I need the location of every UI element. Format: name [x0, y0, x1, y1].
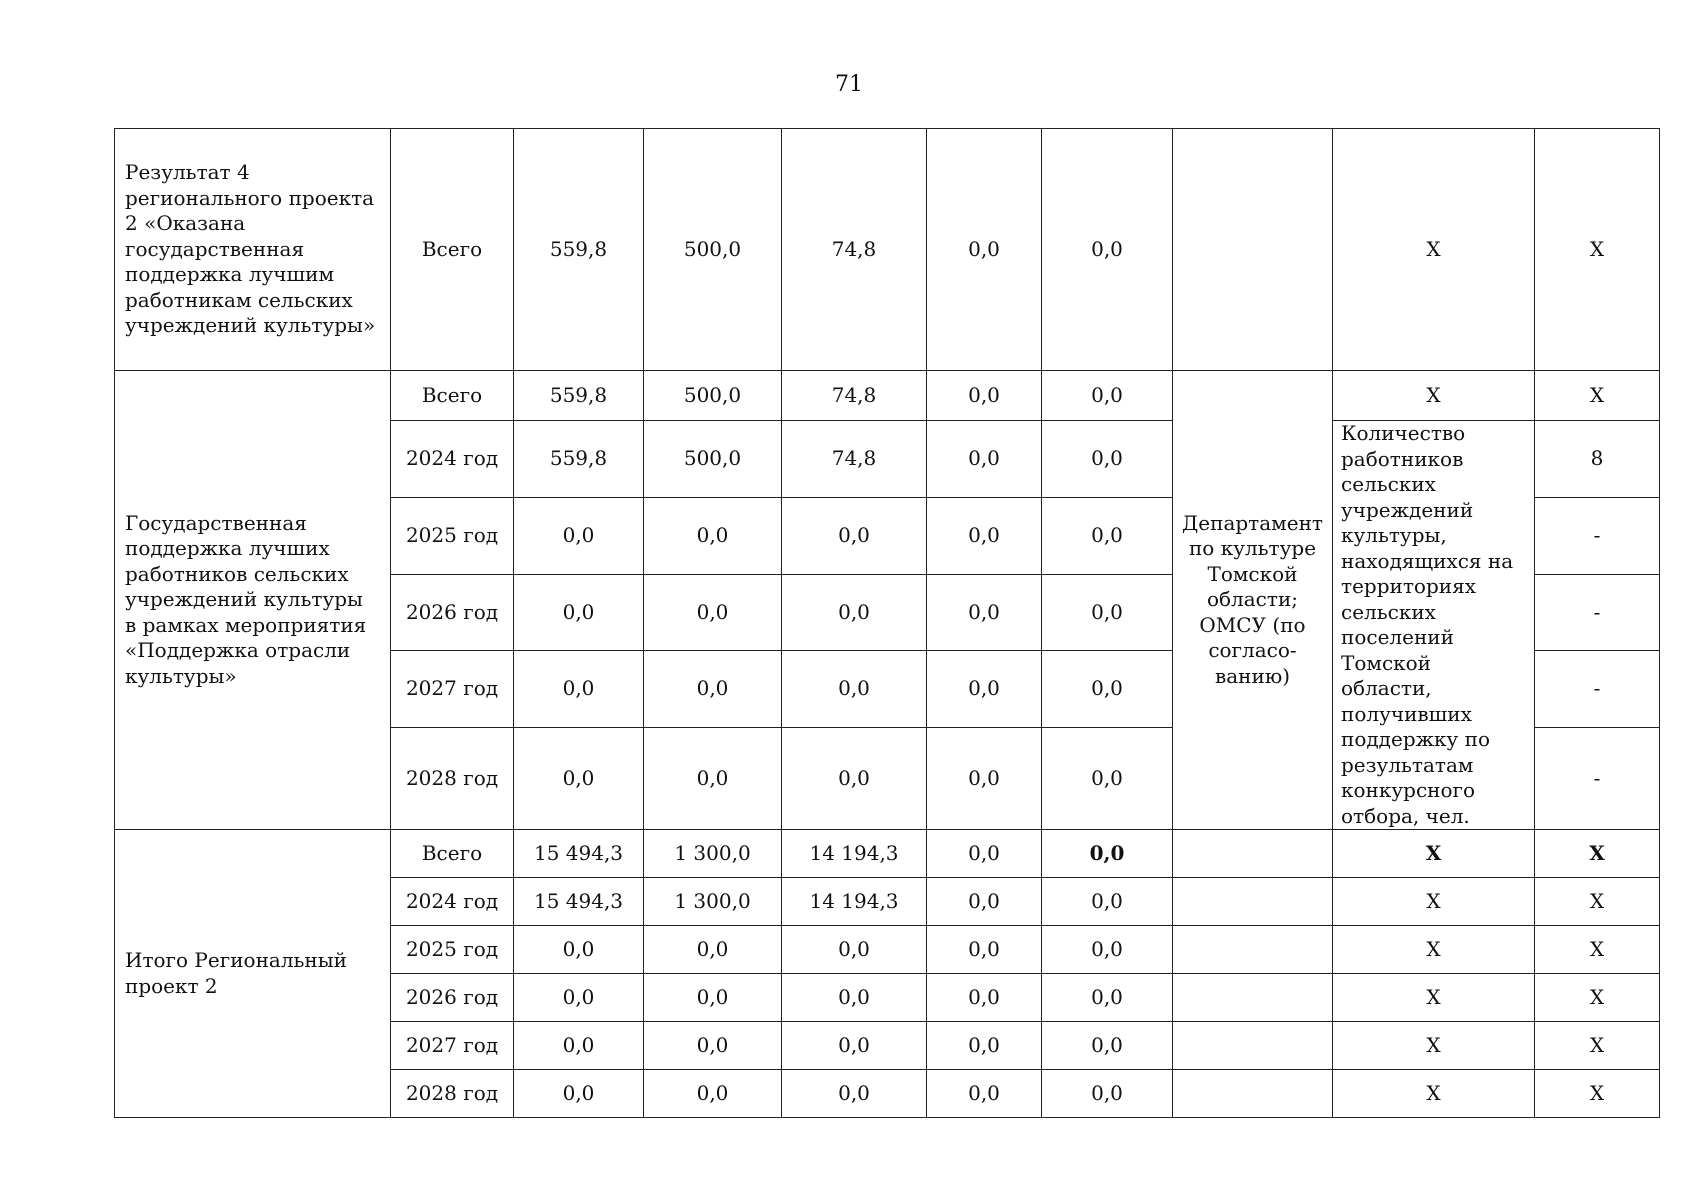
value-cell: 500,0 [644, 129, 782, 371]
value-cell: 0,0 [927, 926, 1042, 974]
value-cell: 0,0 [514, 497, 644, 574]
value-cell: 0,0 [927, 129, 1042, 371]
period-cell: 2024 год [391, 878, 514, 926]
value-cell: 0,0 [644, 497, 782, 574]
value-cell: 0,0 [782, 1022, 927, 1070]
executor-cell [1173, 129, 1333, 371]
value-cell: 0,0 [514, 926, 644, 974]
value-cell: 0,0 [514, 574, 644, 651]
value-cell: 0,0 [782, 1070, 927, 1118]
indicator-cell: X [1333, 1070, 1535, 1118]
target-cell: - [1535, 651, 1660, 728]
period-cell: Всего [391, 371, 514, 421]
value-cell: 0,0 [644, 974, 782, 1022]
value-cell: 74,8 [782, 371, 927, 421]
value-cell: 0,0 [514, 651, 644, 728]
value-cell: 0,0 [927, 371, 1042, 421]
value-cell: 0,0 [782, 728, 927, 830]
value-cell: 0,0 [1042, 574, 1173, 651]
value-cell: 0,0 [927, 728, 1042, 830]
executor-cell [1173, 1022, 1333, 1070]
value-cell: 0,0 [514, 728, 644, 830]
executor-cell [1173, 926, 1333, 974]
period-cell: 2026 год [391, 574, 514, 651]
executor-cell: Департамент по культуре Томской области; ОМСУ (по согласо-ванию) [1173, 371, 1333, 830]
target-cell: - [1535, 728, 1660, 830]
value-cell: 0,0 [927, 830, 1042, 878]
target-cell: X [1535, 830, 1660, 878]
value-cell: 559,8 [514, 421, 644, 498]
period-cell: 2026 год [391, 974, 514, 1022]
value-cell: 0,0 [1042, 651, 1173, 728]
target-cell: X [1535, 926, 1660, 974]
value-cell: 0,0 [1042, 728, 1173, 830]
target-cell: X [1535, 129, 1660, 371]
indicator-cell: X [1333, 926, 1535, 974]
executor-cell [1173, 974, 1333, 1022]
period-cell: Всего [391, 129, 514, 371]
value-cell: 559,8 [514, 129, 644, 371]
value-cell: 0,0 [644, 926, 782, 974]
value-cell: 0,0 [644, 728, 782, 830]
period-cell: 2028 год [391, 728, 514, 830]
target-cell: X [1535, 974, 1660, 1022]
value-cell: 500,0 [644, 421, 782, 498]
value-cell: 74,8 [782, 129, 927, 371]
row-name: Итого Региональный проект 2 [115, 830, 391, 1118]
value-cell: 500,0 [644, 371, 782, 421]
value-cell: 15 494,3 [514, 878, 644, 926]
target-cell: - [1535, 574, 1660, 651]
value-cell: 0,0 [644, 1022, 782, 1070]
value-cell: 0,0 [1042, 129, 1173, 371]
value-cell: 0,0 [514, 1070, 644, 1118]
value-cell: 0,0 [927, 1022, 1042, 1070]
table-row [115, 830, 1660, 878]
period-cell: 2028 год [391, 1070, 514, 1118]
indicator-cell: X [1333, 878, 1535, 926]
value-cell: 0,0 [927, 421, 1042, 498]
value-cell: 0,0 [644, 651, 782, 728]
value-cell: 0,0 [1042, 926, 1173, 974]
target-cell: X [1535, 878, 1660, 926]
period-cell: 2025 год [391, 497, 514, 574]
value-cell: 559,8 [514, 371, 644, 421]
value-cell: 0,0 [927, 574, 1042, 651]
value-cell: 1 300,0 [644, 830, 782, 878]
value-cell: 0,0 [1042, 878, 1173, 926]
value-cell: 0,0 [927, 974, 1042, 1022]
indicator-cell: X [1333, 129, 1535, 371]
value-cell: 1 300,0 [644, 878, 782, 926]
target-cell: X [1535, 371, 1660, 421]
value-cell: 74,8 [782, 421, 927, 498]
row-name: Государственная поддержка лучших работников сельских учреждений культуры в рамках мероприятия «Поддержка отрасли культуры» [115, 371, 391, 830]
indicator-cell: X [1333, 371, 1535, 421]
value-cell: 0,0 [782, 574, 927, 651]
value-cell: 0,0 [644, 574, 782, 651]
executor-cell [1173, 830, 1333, 878]
value-cell: 14 194,3 [782, 878, 927, 926]
value-cell: 0,0 [514, 1022, 644, 1070]
value-cell: 0,0 [927, 651, 1042, 728]
value-cell: 0,0 [927, 497, 1042, 574]
page-number: 71 [835, 72, 863, 97]
period-cell: 2027 год [391, 1022, 514, 1070]
budget-table [114, 128, 1660, 1118]
value-cell: 0,0 [1042, 1070, 1173, 1118]
indicator-cell: X [1333, 1022, 1535, 1070]
value-cell: 0,0 [782, 926, 927, 974]
period-cell: 2025 год [391, 926, 514, 974]
target-cell: - [1535, 497, 1660, 574]
value-cell: 0,0 [782, 974, 927, 1022]
target-cell: X [1535, 1022, 1660, 1070]
table-row [115, 129, 1660, 371]
value-cell: 0,0 [644, 1070, 782, 1118]
value-cell: 0,0 [1042, 421, 1173, 498]
period-cell: 2027 год [391, 651, 514, 728]
value-cell: 15 494,3 [514, 830, 644, 878]
indicator-cell: Количество работников сельских учреждений культуры, находящихся на территориях сельских поселений Томской области, получивших поддержку по результатам конкурсного отбора, чел. [1333, 421, 1535, 830]
value-cell: 0,0 [1042, 371, 1173, 421]
period-cell: Всего [391, 830, 514, 878]
executor-cell [1173, 878, 1333, 926]
value-cell: 0,0 [1042, 830, 1173, 878]
value-cell: 0,0 [927, 878, 1042, 926]
executor-cell [1173, 1070, 1333, 1118]
row-name: Результат 4 регионального проекта 2 «Оказана государственная поддержка лучшим работникам сельских учреждений культуры» [115, 129, 391, 371]
target-cell: X [1535, 1070, 1660, 1118]
indicator-cell: X [1333, 974, 1535, 1022]
value-cell: 14 194,3 [782, 830, 927, 878]
value-cell: 0,0 [1042, 1022, 1173, 1070]
value-cell: 0,0 [782, 651, 927, 728]
indicator-cell: X [1333, 830, 1535, 878]
value-cell: 0,0 [1042, 497, 1173, 574]
period-cell: 2024 год [391, 421, 514, 498]
table-row [115, 371, 1660, 421]
value-cell: 0,0 [927, 1070, 1042, 1118]
target-cell: 8 [1535, 421, 1660, 498]
value-cell: 0,0 [782, 497, 927, 574]
value-cell: 0,0 [514, 974, 644, 1022]
value-cell: 0,0 [1042, 974, 1173, 1022]
